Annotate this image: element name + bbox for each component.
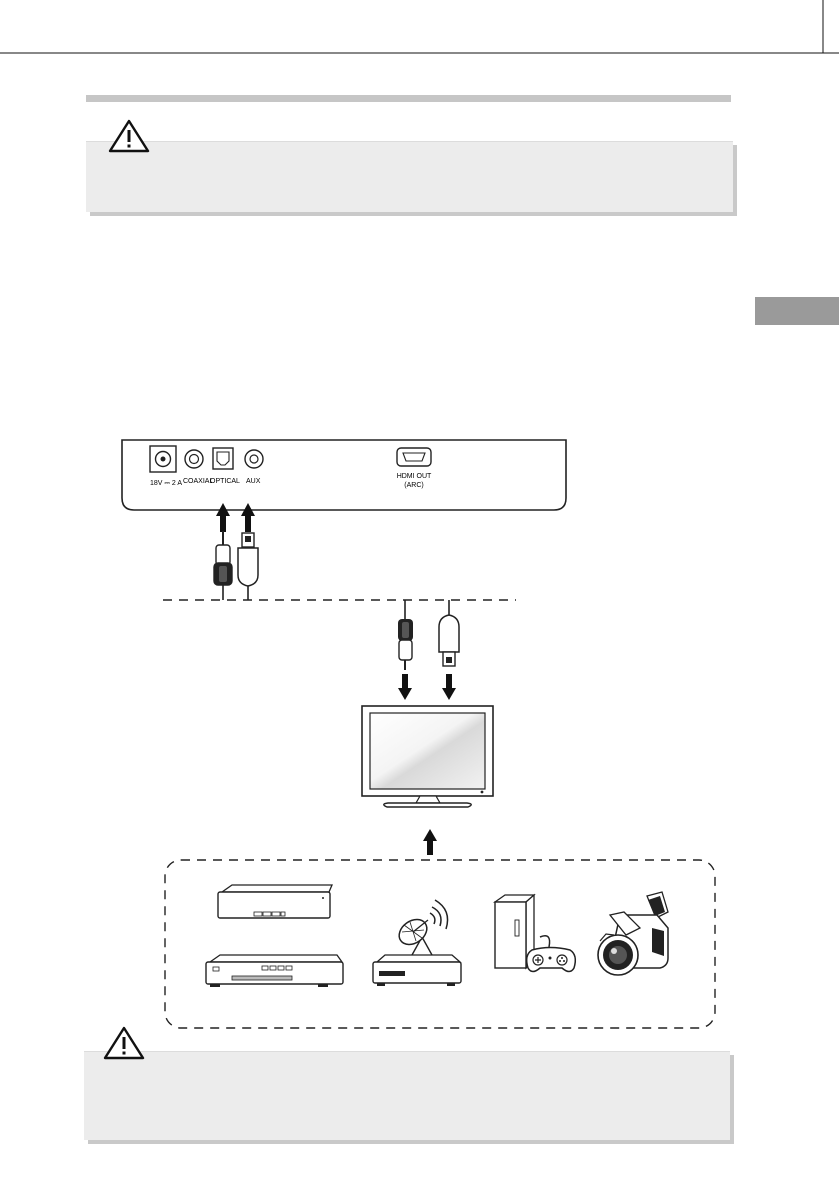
game-console-icon [495,895,575,972]
camcorder-icon [598,892,668,975]
optical-port [213,448,233,469]
power-jack [150,446,176,472]
warning-triangle-icon [108,119,150,153]
power-label: 18V ⎓ 2 A [150,480,183,487]
aux-port [245,450,263,468]
coaxial-port [185,450,203,468]
hdmi-port [397,448,431,466]
coaxial-label: COAXIAL [183,478,214,485]
header-rule [86,95,731,102]
coaxial-plug [214,531,232,600]
hdmi-label-arc: (ARC) [404,482,424,489]
top-warning-box [86,141,733,212]
hdmi-label: HDMI OUT [396,473,432,480]
coaxial-plug [398,600,413,670]
connection-diagram [0,430,839,1030]
device-rear-panel [122,440,566,510]
optical-label: OPTICAL [210,478,240,485]
television-icon [362,706,493,807]
aux-label: AUX [246,478,261,485]
section-tab [755,297,839,325]
warning-triangle-icon [103,1026,145,1060]
bottom-warning-box [84,1051,730,1140]
arrow-down-icon [442,674,456,700]
optical-plug [238,533,258,600]
arrow-down-icon [398,674,412,700]
dvd-player-icon [206,885,343,987]
satellite-receiver-icon [373,900,461,986]
arrow-up-icon [423,829,437,855]
optical-plug [439,600,459,666]
